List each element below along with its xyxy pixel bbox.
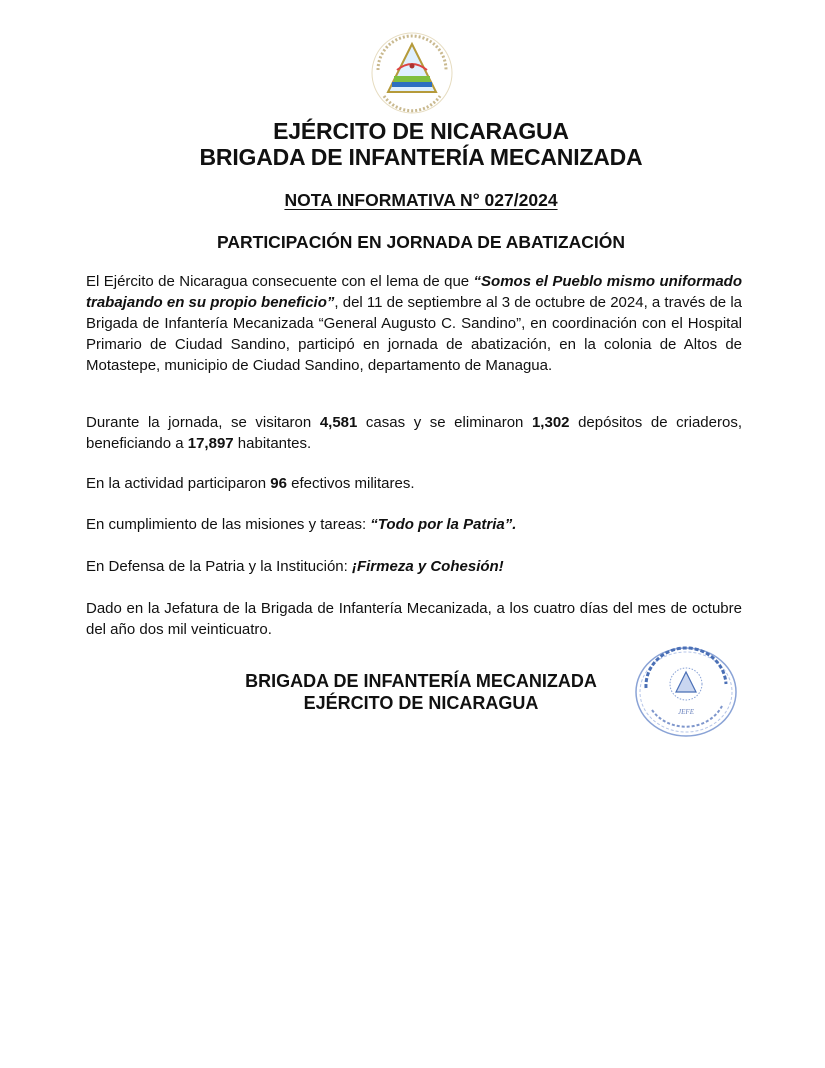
personnel-count: 96 (270, 475, 287, 492)
coat-of-arms-icon (366, 30, 458, 116)
note-subject: PARTICIPACIÓN EN JORNADA DE ABATIZACIÓN (216, 232, 625, 252)
results-text: habitantes. (233, 435, 312, 452)
note-number: NOTA INFORMATIVA N° 027/2024 (284, 190, 558, 210)
personnel-text: efectivos militares. (286, 475, 415, 492)
defense-text: En Defensa de la Patria y la Institución: (86, 558, 352, 575)
paragraph-personnel (86, 473, 742, 494)
intro-text: El Ejército de Nicaragua consecuente con el lema de que (86, 273, 474, 290)
paragraph-missions (86, 514, 742, 535)
results-text: Durante la jornada, se visitaron (86, 414, 320, 431)
unit-title: BRIGADA DE INFANTERÍA MECANIZADA (199, 144, 643, 170)
motto-pueblo: “Somos el Pueblo mismo uniformado trabajando en su propio beneficio” (86, 273, 742, 311)
deposits-eliminated-count: 1,302 (531, 414, 570, 431)
results-text: depósitos de criaderos, beneficiando a (86, 414, 742, 452)
results-text: casas y se eliminaron (357, 414, 532, 431)
paragraph-defense (86, 556, 742, 577)
intro-details: , del 11 de septiembre al 3 de octubre de 2024, a través de la Brigada de Infantería Mecanizada “General Augusto C. Sandino”, en coordinación con el Hospital Primario de Ciudad Sandino, participó en jornada de abatización, en la colonia de Altos de Motastepe, municipio de Ciudad Sandino, departamento de Managua. (86, 294, 742, 374)
missions-text: En cumplimiento de las misiones y tareas: (86, 516, 371, 533)
houses-visited-count: 4,581 (319, 414, 358, 431)
paragraph-intro (86, 271, 742, 376)
paragraph-closing: Dado en la Jefatura de la Brigada de Infantería Mecanizada, a los cuatro días del mes de octubre del año dos mil veinticuatro. (86, 600, 742, 638)
paragraph-results (86, 412, 742, 454)
motto-firmeza: ¡Firmeza y Cohesión! (351, 558, 504, 575)
inhabitants-benefited-count: 17,897 (187, 435, 234, 452)
svg-text:JEFE: JEFE (678, 708, 694, 716)
signature-unit: BRIGADA DE INFANTERÍA MECANIZADA (245, 671, 597, 691)
official-seal-icon (632, 644, 740, 740)
organization-title: EJÉRCITO DE NICARAGUA (273, 118, 569, 144)
signature-organization: EJÉRCITO DE NICARAGUA (303, 693, 539, 713)
personnel-text: En la actividad participaron (86, 475, 271, 492)
motto-patria: “Todo por la Patria”. (370, 516, 517, 533)
